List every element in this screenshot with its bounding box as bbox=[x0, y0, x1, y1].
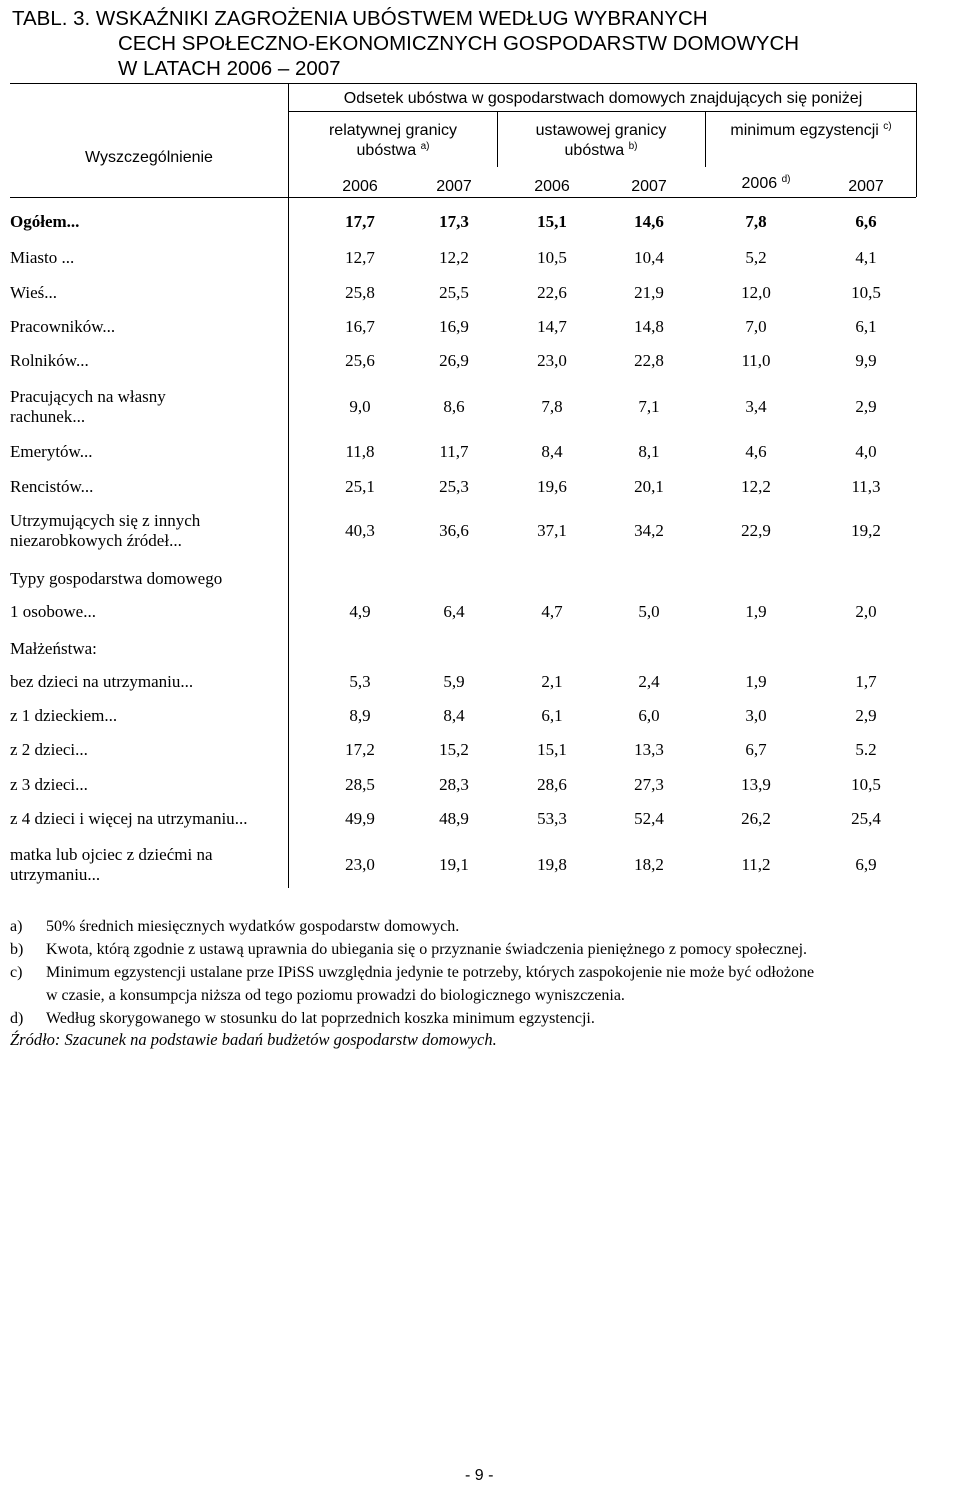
cell-value: 4,0 bbox=[855, 442, 877, 461]
cell-value: 11,0 bbox=[741, 351, 771, 370]
page-number: - 9 - bbox=[465, 1467, 494, 1484]
cell-value: 26,9 bbox=[439, 351, 469, 370]
row-label-text: Pracowników bbox=[10, 317, 103, 336]
cell-value: 2,9 bbox=[855, 397, 877, 416]
row-label-text: niezarobkowych źródeł bbox=[10, 531, 170, 550]
row-label bbox=[10, 809, 247, 829]
row-label bbox=[10, 706, 117, 726]
leader-dots: ... bbox=[61, 248, 75, 267]
row-label-text: utrzymaniu bbox=[10, 865, 88, 884]
cell-value: 1,9 bbox=[745, 602, 767, 621]
row-label-line-2 bbox=[10, 531, 200, 551]
cell-value: 10,5 bbox=[537, 248, 567, 267]
cell-value: 10,5 bbox=[851, 283, 881, 302]
cell-value: 5,2 bbox=[745, 248, 767, 267]
row-label-text: z 2 dzieci bbox=[10, 740, 76, 759]
cell-value: 6,4 bbox=[443, 602, 465, 621]
cell-value: 53,3 bbox=[537, 809, 567, 828]
cell-value: 19,8 bbox=[537, 855, 567, 874]
leader-dots: ... bbox=[180, 672, 194, 691]
table-title-line-1: TABL. 3. WSKAŹNIKI ZAGROŻENIA UBÓSTWEM WEDŁUG WYBRANYCH bbox=[12, 7, 708, 30]
leader-dots: ... bbox=[79, 442, 93, 461]
cell-value: 6,7 bbox=[745, 740, 767, 759]
cell-value: 2,9 bbox=[855, 706, 877, 725]
cell-value: 1,9 bbox=[745, 672, 767, 691]
note-ref-b: b) bbox=[628, 141, 638, 152]
row-label bbox=[10, 351, 89, 371]
cell-value: 23,0 bbox=[345, 855, 375, 874]
cell-value: 17,2 bbox=[345, 740, 375, 759]
spanner-header: Odsetek ubóstwa w gospodarstwach domowych znajdujących się poniżej bbox=[343, 90, 863, 107]
row-label-line-1: matka lub ojciec z dziećmi na bbox=[10, 845, 213, 864]
row-label bbox=[10, 775, 88, 795]
leader-dots: ... bbox=[104, 706, 118, 725]
row-label bbox=[10, 845, 213, 885]
footnote bbox=[10, 915, 955, 938]
footnote bbox=[10, 961, 955, 1007]
cell-value: 21,9 bbox=[634, 283, 664, 302]
cell-value: 7,0 bbox=[745, 317, 767, 336]
leader-dots: ... bbox=[102, 317, 116, 336]
row-label bbox=[10, 511, 200, 551]
group-header-statutory bbox=[498, 121, 704, 161]
row-label-text: Emerytów bbox=[10, 442, 80, 461]
leader-dots: ... bbox=[75, 740, 88, 759]
cell-value: 14,7 bbox=[537, 317, 567, 336]
cell-value: 28,5 bbox=[345, 775, 375, 794]
cell-value: 8,6 bbox=[443, 397, 465, 416]
cell-value: 19,6 bbox=[537, 477, 567, 496]
cell-value: 6,9 bbox=[855, 855, 877, 874]
row-label-text: Małżeństwa: bbox=[10, 639, 97, 658]
cell-value: 11,8 bbox=[345, 442, 375, 461]
row-label bbox=[10, 602, 96, 622]
cell-value: 15,2 bbox=[439, 740, 469, 759]
footnote-text: Według skorygowanego w stosunku do lat poprzednich koszka minimum egzystencji. bbox=[46, 1010, 595, 1027]
header-top-rule bbox=[10, 83, 916, 84]
cell-value: 1,7 bbox=[855, 672, 877, 691]
cell-value: 28,6 bbox=[537, 775, 567, 794]
row-label-text: rachunek bbox=[10, 407, 73, 426]
table-title bbox=[12, 6, 799, 81]
leader-dots: ... bbox=[44, 283, 57, 302]
cell-value: 34,2 bbox=[634, 521, 664, 540]
group-header-subsistence-word: minimum egzystencji bbox=[730, 122, 879, 139]
year-header-3: 2006 bbox=[534, 178, 570, 195]
cell-value: 18,2 bbox=[634, 855, 664, 874]
row-label bbox=[10, 442, 92, 462]
cell-value: 5.2 bbox=[855, 740, 877, 759]
leader-dots: ... bbox=[75, 775, 88, 794]
row-label-line-1: Utrzymujących się z innych bbox=[10, 511, 201, 530]
cell-value: 2,0 bbox=[855, 602, 877, 621]
footnote-key: c) bbox=[10, 964, 23, 981]
row-label bbox=[10, 212, 79, 232]
cell-value: 16,7 bbox=[345, 317, 375, 336]
cell-value: 20,1 bbox=[634, 477, 664, 496]
cell-value: 25,4 bbox=[851, 809, 881, 828]
note-ref-c: c) bbox=[883, 121, 892, 132]
footnote-text: Minimum egzystencji ustalane prze IPiSS uwzględnia jedynie te potrzeby, których zaspokojenie nie może być odłożone bbox=[46, 964, 815, 981]
cell-value: 2,4 bbox=[638, 672, 660, 691]
row-label bbox=[10, 387, 166, 427]
cell-value: 5,3 bbox=[349, 672, 371, 691]
cell-value: 36,6 bbox=[439, 521, 469, 540]
cell-value: 49,9 bbox=[345, 809, 375, 828]
year-header-4: 2007 bbox=[631, 178, 667, 195]
cell-value: 19,2 bbox=[851, 521, 881, 540]
source-note: Źródło: Szacunek na podstawie badań budżetów gospodarstw domowych. bbox=[10, 1030, 497, 1049]
row-label bbox=[10, 639, 97, 659]
footnote-key: b) bbox=[10, 941, 24, 958]
group-header-subsistence-line-1 bbox=[706, 121, 916, 141]
cell-value: 25,6 bbox=[345, 351, 375, 370]
group-header-subsistence bbox=[706, 121, 916, 141]
leader-dots: ... bbox=[75, 351, 89, 370]
row-label bbox=[10, 569, 222, 589]
stub-column-rule bbox=[288, 83, 289, 888]
cell-value: 9,9 bbox=[855, 351, 877, 370]
cell-value: 8,4 bbox=[443, 706, 465, 725]
cell-value: 4,9 bbox=[349, 602, 371, 621]
row-label-text: Rencistów bbox=[10, 477, 81, 496]
cell-value: 9,0 bbox=[349, 397, 371, 416]
cell-value: 22,9 bbox=[741, 521, 771, 540]
row-label-text: Wieś bbox=[10, 283, 45, 302]
row-label bbox=[10, 672, 193, 692]
cell-value: 27,3 bbox=[634, 775, 664, 794]
year-header-2: 2007 bbox=[436, 178, 472, 195]
row-label bbox=[10, 740, 88, 760]
cell-value: 7,8 bbox=[541, 397, 563, 416]
table-right-rule bbox=[916, 83, 917, 197]
footnote-key: d) bbox=[10, 1010, 24, 1027]
cell-value: 3,4 bbox=[745, 397, 767, 416]
cell-value: 25,8 bbox=[345, 283, 375, 302]
cell-value: 12,0 bbox=[741, 283, 771, 302]
cell-value: 6,0 bbox=[638, 706, 660, 725]
footnote-text-line-2: w czasie, a konsumpcja niższa od tego poziomu prowadzi do biologicznego wyniszczenia. bbox=[46, 987, 625, 1004]
cell-value: 12,2 bbox=[741, 477, 771, 496]
year-header-5 bbox=[716, 174, 816, 194]
row-label-text: z 4 dzieci i więcej na utrzymaniu bbox=[10, 809, 235, 828]
row-label-text: bez dzieci na utrzymaniu bbox=[10, 672, 181, 691]
leader-dots: ... bbox=[83, 602, 96, 621]
leader-dots: ... bbox=[234, 809, 248, 828]
cell-value: 52,4 bbox=[634, 809, 664, 828]
cell-value: 22,8 bbox=[634, 351, 664, 370]
group-header-relative-line-2 bbox=[290, 141, 496, 161]
group-header-statutory-word: ubóstwa bbox=[564, 142, 625, 159]
row-label-text: Ogółem bbox=[10, 212, 67, 231]
group-header-statutory-line-1: ustawowej granicy bbox=[535, 122, 667, 139]
cell-value: 37,1 bbox=[537, 521, 567, 540]
cell-value: 26,2 bbox=[741, 809, 771, 828]
row-label bbox=[10, 317, 115, 337]
cell-value: 2,1 bbox=[541, 672, 563, 691]
footnote bbox=[10, 1007, 955, 1030]
cell-value: 40,3 bbox=[345, 521, 375, 540]
table-title-line-2: CECH SPOŁECZNO-EKONOMICZNYCH GOSPODARSTW DOMOWYCH bbox=[118, 32, 800, 55]
cell-value: 8,9 bbox=[349, 706, 371, 725]
year-header-1: 2006 bbox=[342, 178, 378, 195]
year-header-6: 2007 bbox=[848, 178, 884, 195]
footnote-key: a) bbox=[10, 918, 23, 935]
leader-dots: ... bbox=[169, 531, 182, 550]
cell-value: 3,0 bbox=[745, 706, 767, 725]
group-header-relative-line-1: relatywnej granicy bbox=[328, 122, 458, 139]
cell-value: 4,1 bbox=[855, 248, 877, 267]
cell-value: 48,9 bbox=[439, 809, 469, 828]
year-header-5-text: 2006 bbox=[741, 175, 778, 192]
leader-dots: ... bbox=[72, 407, 86, 426]
leader-dots: ... bbox=[80, 477, 94, 496]
row-label-line-2 bbox=[10, 865, 213, 885]
cell-value: 6,6 bbox=[855, 212, 877, 231]
cell-value: 23,0 bbox=[537, 351, 567, 370]
cell-value: 25,3 bbox=[439, 477, 469, 496]
cell-value: 14,8 bbox=[634, 317, 664, 336]
cell-value: 4,6 bbox=[745, 442, 767, 461]
row-label-text: 1 osobowe bbox=[10, 602, 84, 621]
cell-value: 8,4 bbox=[541, 442, 563, 461]
cell-value: 17,3 bbox=[439, 212, 469, 231]
footnote-text: Kwota, którą zgodnie z ustawą uprawnia do ubiegania się o przyznanie świadczenia pieniężnego z pomocy społecznej. bbox=[46, 941, 808, 958]
cell-value: 28,3 bbox=[439, 775, 469, 794]
cell-value: 14,6 bbox=[634, 212, 664, 231]
row-label-text: Typy gospodarstwa domowego bbox=[10, 569, 223, 588]
cell-value: 13,3 bbox=[634, 740, 664, 759]
cell-value: 15,1 bbox=[537, 740, 567, 759]
group-header-statutory-line-2 bbox=[498, 141, 704, 161]
row-label-text: z 3 dzieci bbox=[10, 775, 76, 794]
cell-value: 25,1 bbox=[345, 477, 375, 496]
leader-dots: ... bbox=[66, 212, 80, 231]
cell-value: 8,1 bbox=[638, 442, 660, 461]
cell-value: 10,5 bbox=[851, 775, 881, 794]
header-bottom-rule bbox=[10, 197, 916, 198]
cell-value: 25,5 bbox=[439, 283, 469, 302]
cell-value: 10,4 bbox=[634, 248, 664, 267]
row-label-line-2 bbox=[10, 407, 166, 427]
cell-value: 22,6 bbox=[537, 283, 567, 302]
row-label bbox=[10, 477, 93, 497]
cell-value: 12,7 bbox=[345, 248, 375, 267]
cell-value: 6,1 bbox=[855, 317, 877, 336]
note-ref-d: d) bbox=[781, 174, 791, 185]
cell-value: 4,7 bbox=[541, 602, 563, 621]
cell-value: 16,9 bbox=[439, 317, 469, 336]
row-label bbox=[10, 283, 57, 303]
cell-value: 6,1 bbox=[541, 706, 563, 725]
cell-value: 11,2 bbox=[741, 855, 771, 874]
cell-value: 7,8 bbox=[745, 212, 767, 231]
row-label-text: z 1 dzieckiem bbox=[10, 706, 105, 725]
cell-value: 12,2 bbox=[439, 248, 469, 267]
footnote-text: 50% średnich miesięcznych wydatków gospodarstw domowych. bbox=[46, 918, 460, 935]
cell-value: 17,7 bbox=[345, 212, 375, 231]
cell-value: 5,9 bbox=[443, 672, 465, 691]
group-header-relative bbox=[290, 121, 496, 161]
note-ref-a: a) bbox=[420, 141, 430, 152]
row-label bbox=[10, 248, 74, 268]
cell-value: 19,1 bbox=[439, 855, 469, 874]
footnote bbox=[10, 938, 955, 961]
cell-value: 7,1 bbox=[638, 397, 660, 416]
cell-value: 11,7 bbox=[439, 442, 469, 461]
cell-value: 13,9 bbox=[741, 775, 771, 794]
leader-dots: ... bbox=[87, 865, 101, 884]
row-label-text: Miasto bbox=[10, 248, 62, 267]
stub-header: Wyszczególnienie bbox=[85, 149, 213, 166]
table-title-line-3: W LATACH 2006 – 2007 bbox=[118, 57, 341, 80]
cell-value: 15,1 bbox=[537, 212, 567, 231]
header-spanner-rule bbox=[288, 111, 916, 112]
row-label-text: Rolników bbox=[10, 351, 76, 370]
cell-value: 5,0 bbox=[638, 602, 660, 621]
row-label-line-1: Pracujących na własny bbox=[10, 387, 166, 406]
cell-value: 11,3 bbox=[851, 477, 881, 496]
group-header-relative-word: ubóstwa bbox=[356, 142, 417, 159]
